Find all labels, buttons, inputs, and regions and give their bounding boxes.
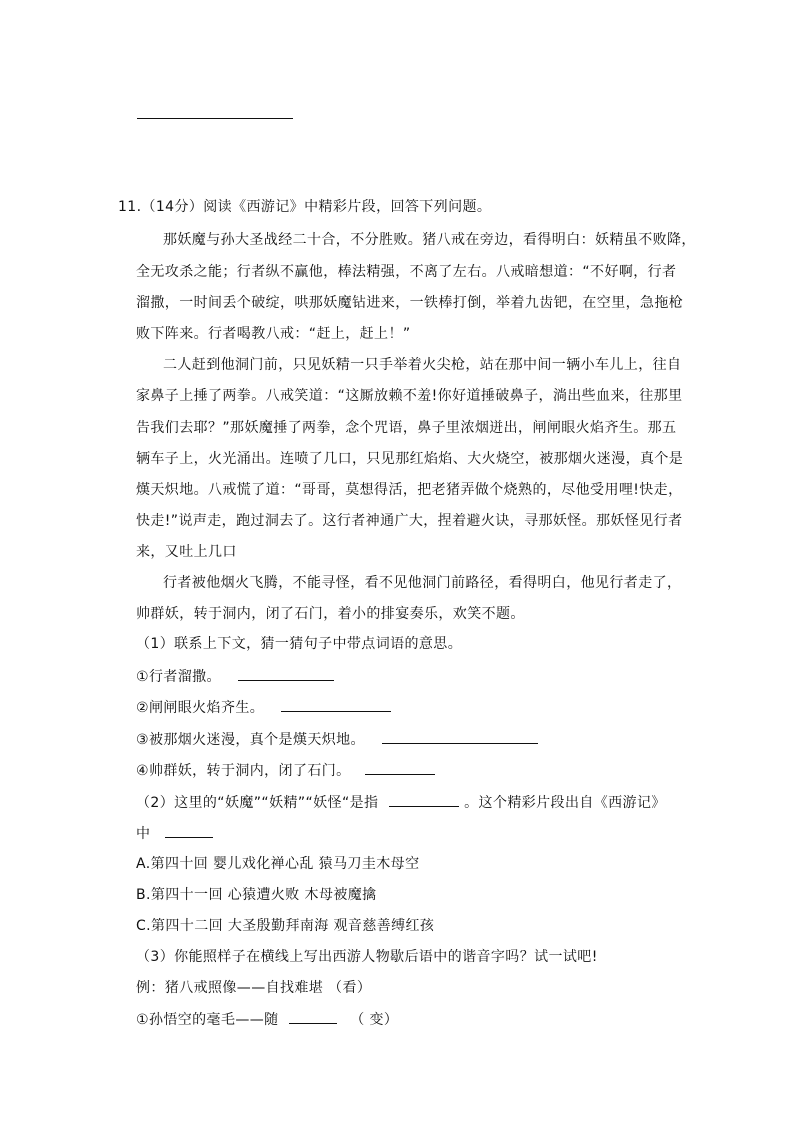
answer-blank[interactable]: [238, 666, 334, 681]
option-b: B.第四十一回 心猿遭火败 木母被魔擒: [136, 887, 377, 903]
part1-item: [136, 760, 435, 781]
answer-blank[interactable]: [365, 760, 435, 775]
answer-blank[interactable]: [289, 1009, 337, 1024]
part2-prompt-c: 中: [136, 826, 151, 842]
part3-item-text: ①孙悟空的毫毛——随: [136, 1012, 279, 1028]
previous-answer-line: [137, 118, 293, 119]
passage-line: 行者被他烟火飞腾，不能寻怪，看不见他洞门前路径，看得明白，他见行者走了，: [163, 575, 682, 591]
part2-prompt-line2: [136, 823, 213, 844]
passage-line: 告我们去耶？”那妖魔捶了两拳，念个咒语，鼻子里浓烟迸出，闸闸眼火焰齐生。那五: [136, 420, 677, 436]
passage-line: 来，又吐上几口: [136, 544, 237, 560]
passage-line: 快走!”说声走，跑过洞去了。这行者神通广大，捏着避火诀，寻那妖怪。那妖怪见行者: [136, 513, 683, 529]
passage-line: 熯天炽地。八戒慌了道：“哥哥，莫想得活，把老猪弄做个烧熟的，尽他受用哩!快走，: [136, 482, 683, 498]
part3-item: [136, 1009, 398, 1030]
question-header: 11.（14分）阅读《西游记》中精彩片段，回答下列问题。: [118, 199, 492, 215]
part2-prompt: [136, 792, 666, 813]
part2-prompt-a: （2）这里的“妖魔”“妖精”“妖怪“是指: [136, 795, 379, 811]
passage-line: 家鼻子上捶了两拳。八戒笑道：“这厮放赖不羞!你好道捶破鼻子，淌出些血来，往那里: [136, 388, 683, 404]
part1-item-text: ④帅群妖，转于洞内，闭了石门。: [136, 763, 351, 779]
part1-item: [136, 729, 538, 750]
option-a: A.第四十回 婴儿戏化禅心乱 猿马刀圭木母空: [136, 856, 420, 872]
part1-item: [136, 666, 334, 687]
passage-line: 全无攻杀之能；行者纵不赢他，棒法精强，不离了左右。八戒暗想道：“不好啊，行者: [136, 264, 677, 280]
answer-blank[interactable]: [165, 823, 213, 838]
part3-example: 例：猪八戒照像——自找难堪 （看）: [136, 980, 372, 996]
passage-line: 帅群妖，转于洞内，闭了石门，着小的排宴奏乐，欢笑不题。: [136, 606, 525, 622]
answer-blank[interactable]: [281, 697, 391, 712]
part2-prompt-b: 。这个精彩片段出自《西游记》: [464, 795, 666, 811]
part1-item-text: ②闸闸眼火焰齐生。: [136, 700, 265, 716]
part1-item-text: ①行者溜撒。: [136, 669, 221, 685]
passage-line: 二人赶到他洞门前，只见妖精一只手举着火尖枪，站在那中间一辆小车儿上，往自: [163, 357, 682, 373]
part1-prompt: （1）联系上下文，猜一猜句子中带点词语的意思。: [136, 636, 463, 652]
passage-line: 败下阵来。行者喝教八戒：“赶上，赶上！”: [136, 326, 411, 342]
answer-blank[interactable]: [389, 792, 459, 807]
passage-line: 溜撒，一时间丢个破绽，哄那妖魔钻进来，一铁棒打倒，举着九齿钯，在空里，急拖枪: [136, 295, 684, 311]
part3-prompt: （3）你能照样子在横线上写出西游人物歇后语中的谐音字吗？试一试吧!: [136, 949, 598, 965]
passage-line: 那妖魔与孙大圣战经二十合，不分胜败。猪八戒在旁边，看得明白：妖精虽不败降，: [163, 232, 696, 248]
option-c: C.第四十二回 大圣殷勤拜南海 观音慈善缚红孩: [136, 918, 435, 934]
answer-blank[interactable]: [382, 729, 538, 744]
part1-item-text: ③被那烟火迷漫，真个是熯天炽地。: [136, 732, 365, 748]
passage-line: 辆车子上，火光涌出。连喷了几口，只见那红焰焰、大火烧空，被那烟火迷漫，真个是: [136, 451, 684, 467]
part3-item-hint: （ 变）: [350, 1012, 399, 1028]
part1-item: [136, 697, 391, 718]
